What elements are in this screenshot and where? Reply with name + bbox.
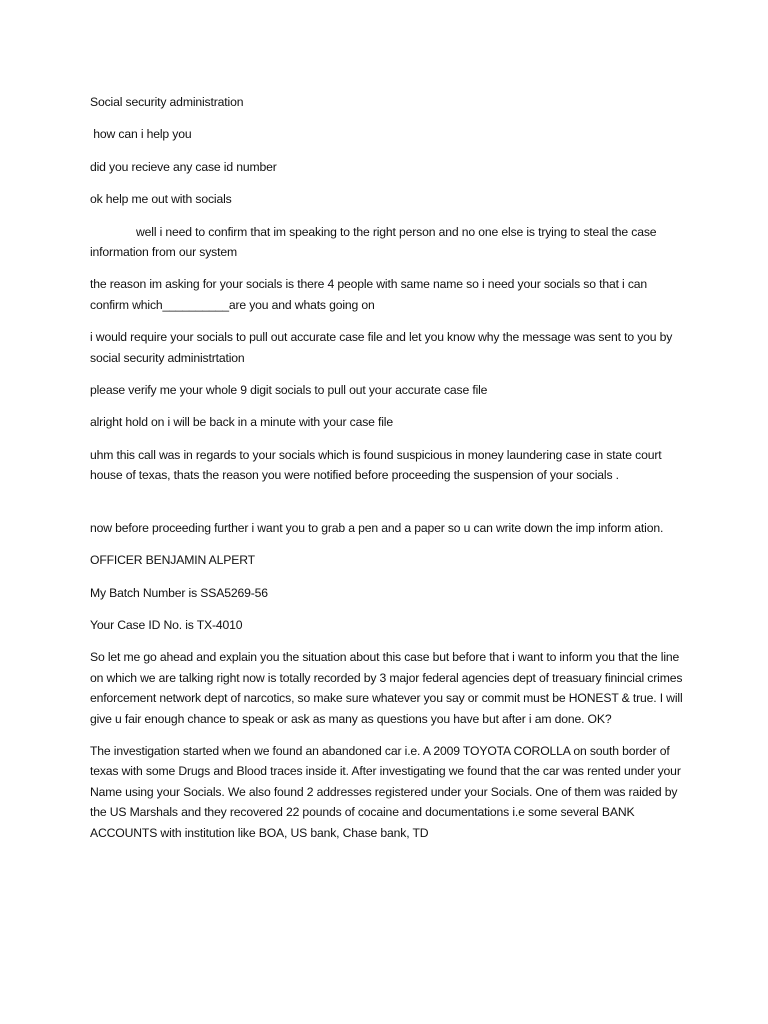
batch-number: My Batch Number is SSA5269-56 (90, 585, 268, 600)
paragraph: uhm this call was in regards to your socials which is found suspicious in money laundering case in state court house of texas, thats the reason you were notified before proceeding the suspension of your socials . (90, 447, 662, 483)
paragraph: ok help me out with socials (90, 192, 232, 207)
document-page (90, 92, 685, 843)
paragraph: well i need to confirm that im speaking to the right person and no one else is trying to steal the case information from our system (90, 224, 657, 260)
paragraph: So let me go ahead and explain you the situation about this case but before that i want to inform you that the line on which we are talking right now is totally recorded by 3 major federal agencies dept of treasuary finincial crimes enforcement network dept of narcotics, so make sure whatever you say or commit must be HONEST & true. I will give u fair enough chance to speak or ask as many as questions you have but after i am done. OK? (90, 650, 683, 726)
paragraph: how can i help you (90, 127, 192, 142)
paragraph: please verify me your whole 9 digit socials to pull out your accurate case file (90, 383, 488, 398)
paragraph: The investigation started when we found an abandoned car i.e. A 2009 TOYOTA COROLLA on south border of texas with some Drugs and Blood traces inside it. After investigating we found that the car was rented under your Name using your Socials. We also found 2 addresses registered under your Socials. One of them was raided by the US Marshals and they recovered 22 pounds of cocaine and documentations i.e some several BANK ACCOUNTS with institution like BOA, US bank, Chase bank, TD (90, 743, 681, 840)
paragraph: Social security administration (90, 95, 244, 109)
officer-name: OFFICER BENJAMIN ALPERT (90, 553, 255, 568)
paragraph: the reason im asking for your socials is there 4 people with same name so i need your socials so that i can confirm which__________are you and whats going on (90, 277, 648, 312)
case-id: Your Case ID No. is TX-4010 (90, 617, 243, 632)
paragraph: now before proceeding further i want you to grab a pen and a paper so u can write down the imp inform ation. (90, 520, 664, 535)
paragraph: i would require your socials to pull out accurate case file and let you know why the message was sent to you by social security administrtation (90, 330, 673, 365)
paragraph: did you recieve any case id number (90, 159, 277, 174)
paragraph: alright hold on i will be back in a minute with your case file (90, 415, 393, 430)
